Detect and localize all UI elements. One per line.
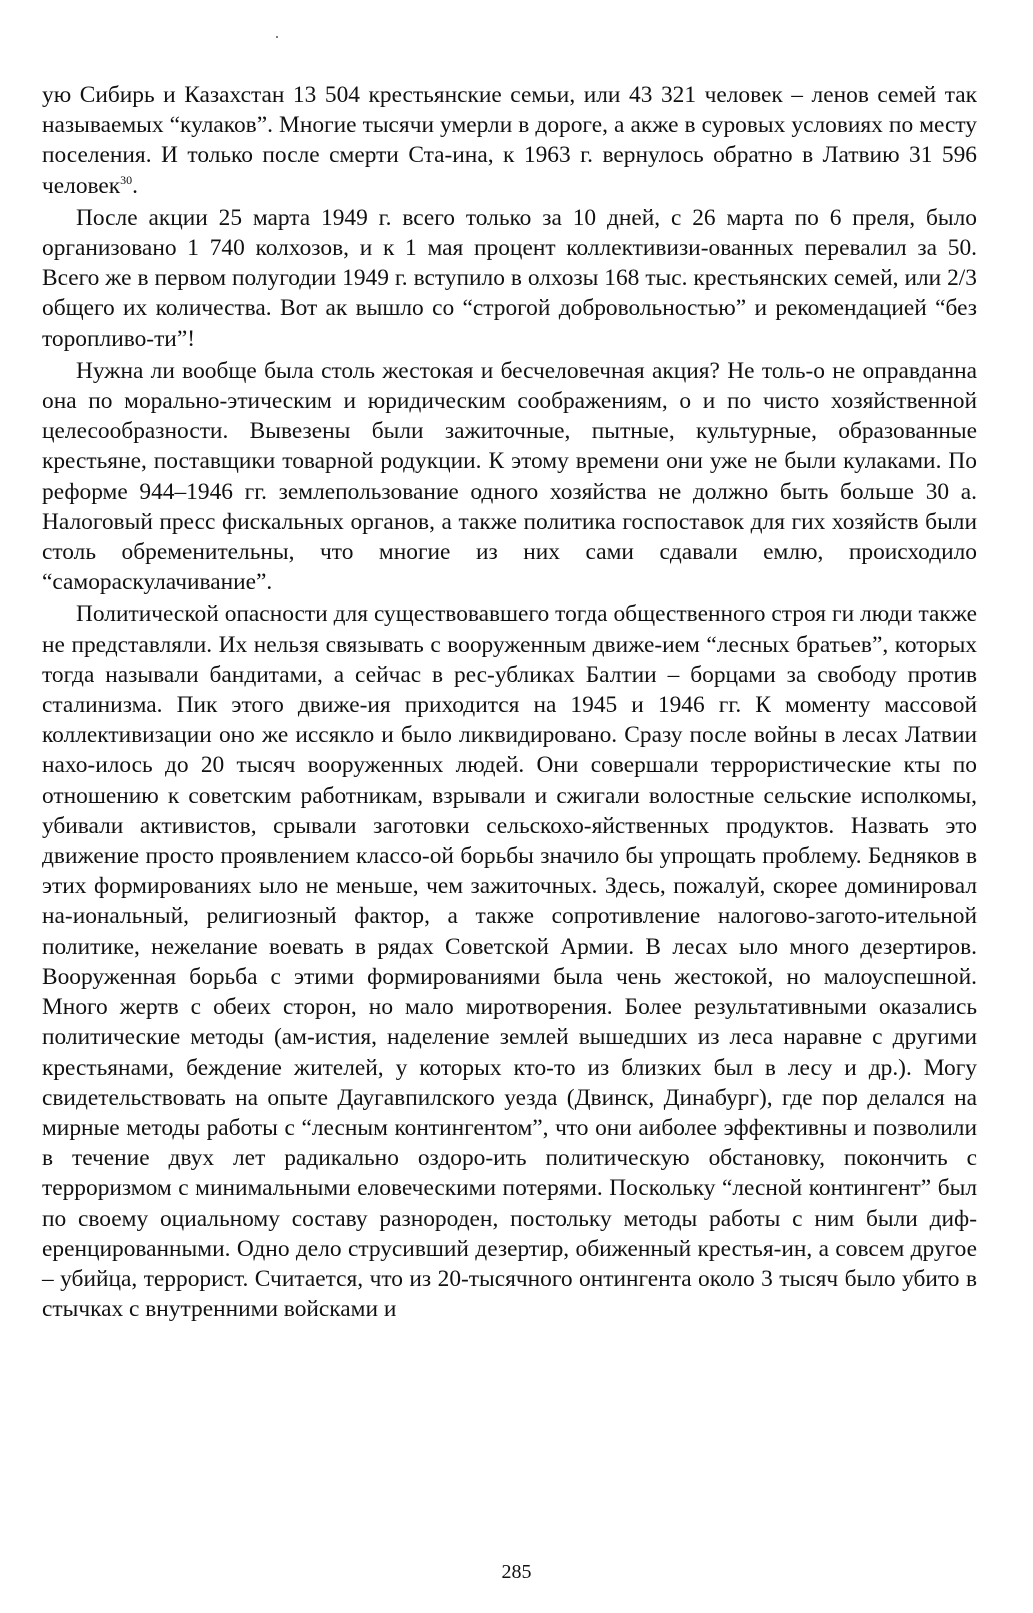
scan-speck [276,36,278,38]
paragraph-1: ую Сибирь и Казахстан 13 504 крестьянские семьи, или 43 321 человек – ленов семей так называемых “кулаков”. Многие тысячи умерли в дороге, а акже в суровых условиях по месту поселения. И только после смерти Ста-ина, к 1963 г. вернулось обратно в Латвию 31 596 человек$^{30}$. [42,82,977,199]
footnote-marker: 30 [120,172,133,187]
paragraph-4: Политической опасности для существовавшего тогда общественного строя ги люди также не представляли. Их нельзя связывать с вооруженным движе-ием “лесных братьев”, которых тогда называли бандитами, а сейчас в рес-убликах Балтии – борцами за свободу против сталинизма. Пик этого движе-ия приходится на 1945 и 1946 гг. К моменту массовой коллективизации оно же иссякло и было ликвидировано. Сразу после войны в лесах Латвии нахо-илось до 20 тысяч вооруженных людей. Они совершали террористические кты по отношению к советским работникам, взрывали и сжигали волостные сельские исполкомы, убивали активистов, срывали заготовки сельскохо-яйственных продуктов. Назвать это движение просто проявлением классо-ой борьбы значило бы упрощать проблему. Бедняков в этих формированиях ыло не меньше, чем зажиточных. Здесь, пожалуй, скорее доминировал на-иональный, религиозный фактор, а также сопротивление налогово-загото-ительной политике, нежелание воевать в рядах Советской Армии. В лесах ыло много дезертиров. Вооруженная борьба с этими формированиями была чень жестокой, но малоуспешной. Много жертв с обеих сторон, но мало миротворения. Более результативными оказались политические методы (ам-истия, наделение землей вышедших из леса наравне с другими крестьянами, беждение жителей, у которых кто-то из близких был в лесу и др.). Могу свидетельствовать на опыте Даугавпилского уезда (Двинск, Динабург), где пор делался на мирные методы работы с “лесным контингентом”, что они аиболее эффективны и позволили в течение двух лет радикально оздоро-ить политическую обстановку, покончить с терроризмом с минимальными еловеческими потерями. Поскольку “лесной контингент” был по своему оциальному составу разнороден, постольку методы работы с ним были диф-еренцированными. Одно дело струсивший дезертир, обиженный крестья-ин, а совсем другое – убийца, террорист. Считается, что из 20-тысячного онтингента около 3 тысяч было убито в стычках с внутренними войсками и [42,601,977,1323]
body-text [42,80,977,1326]
paragraph-2: После акции 25 марта 1949 г. всего только за 10 дней, с 26 марта по 6 преля, было организовано 1 740 колхозов, и к 1 мая процент коллективизи-ованных перевалил за 50. Всего же в первом полугодии 1949 г. вступило в олхозы 168 тыс. крестьянских семей, или 2/3 общего их количества. Вот ак вышло со “строгой добровольностью” и рекомендацией “без торопливо-ти”! [42,204,977,352]
paragraph-1-text: ую Сибирь и Казахстан 13 504 крестьянские семьи, или 43 321 человек – ленов семей так называемых “кулаков”. Многие тысячи умерли в дороге, а акже в суровых условиях по месту поселения. И только после смерти Ста-ина, к 1963 г. вернулось обратно в Латвию 31 596 человек [42,82,977,199]
page-number: 285 [501,1561,532,1583]
paragraph-3: Нужна ли вообще была столь жестокая и бесчеловечная акция? Не толь-о не оправданна она по морально-этическим и юридическим соображениям, о и по чисто хозяйственной целесообразности. Вывезены были зажиточные, пытные, культурные, образованные крестьяне, поставщики товарной родукции. К этому времени они уже не были кулаками. По реформе 944–1946 гг. землепользование одного хозяйства не должно быть больше 30 а. Налоговый пресс фискальных органов, а также политика госпоставок для гих хозяйств были столь обременительны, что многие из них сами сдавали емлю, происходило “самораскулачивание”. [42,357,977,596]
